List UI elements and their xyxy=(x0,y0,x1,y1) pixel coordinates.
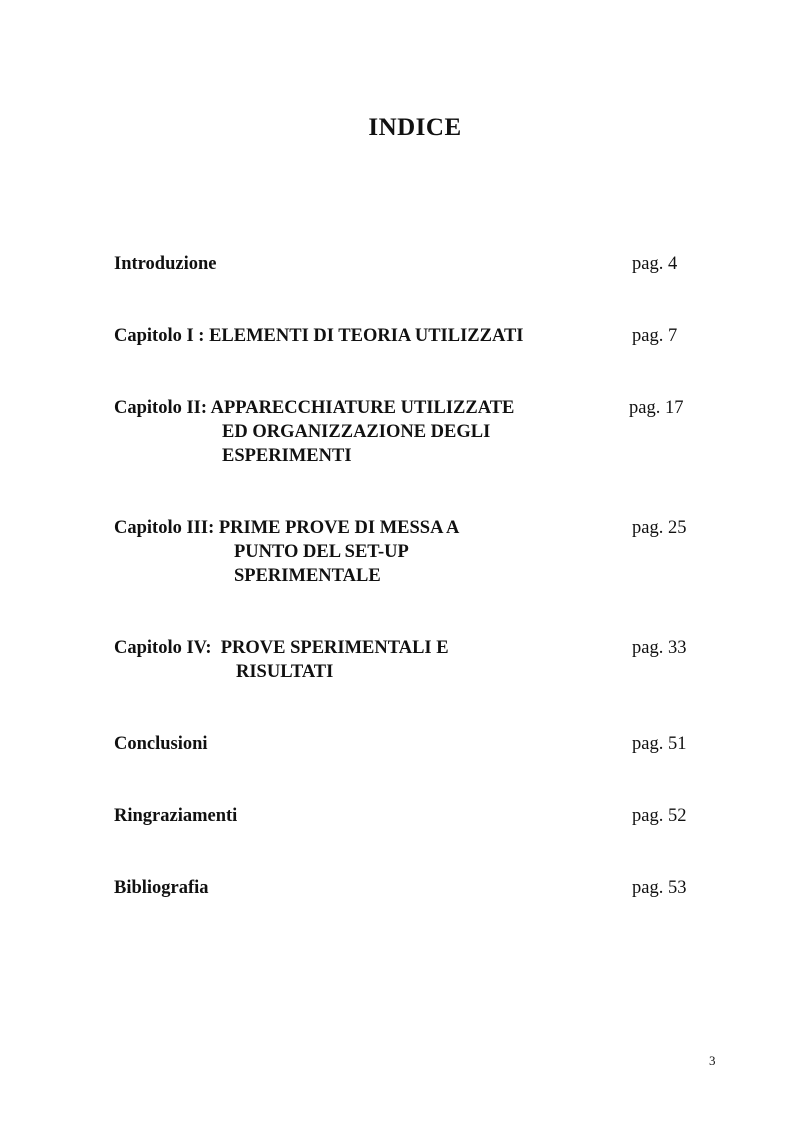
toc-entry-capitolo-4[interactable] xyxy=(114,636,714,684)
toc-entry-label: Capitolo II: APPARECCHIATURE UTILIZZATE xyxy=(114,398,515,418)
toc-entry-bibliografia[interactable] xyxy=(114,876,714,900)
toc-entry-label: Ringraziamenti xyxy=(114,806,238,826)
toc-entry-label: Conclusioni xyxy=(114,734,208,754)
toc-entry-capitolo-1[interactable] xyxy=(114,324,714,348)
toc-entry-page: pag. 52 xyxy=(632,806,687,826)
toc-entry-page: pag. 25 xyxy=(632,518,687,538)
toc-entry-label-continued: ESPERIMENTI xyxy=(222,446,352,466)
toc-entry-label-continued: RISULTATI xyxy=(236,662,334,682)
toc-entry-label: Capitolo IV: PROVE SPERIMENTALI E xyxy=(114,638,449,658)
toc-entry-page: pag. 4 xyxy=(632,254,678,274)
toc-entry-capitolo-3[interactable] xyxy=(114,516,714,588)
toc-entry-label-continued: SPERIMENTALE xyxy=(234,566,381,586)
toc-entry-conclusioni[interactable] xyxy=(114,732,714,756)
toc-entry-label-continued: PUNTO DEL SET-UP xyxy=(234,542,409,562)
toc-entry-page: pag. 51 xyxy=(632,734,687,754)
page-title: INDICE xyxy=(368,114,462,141)
toc-entry-ringraziamenti[interactable] xyxy=(114,804,714,828)
toc-entry-introduzione[interactable] xyxy=(114,252,714,276)
toc-entry-label-continued: ED ORGANIZZAZIONE DEGLI xyxy=(222,422,491,442)
toc-entry-label: Bibliografia xyxy=(114,878,209,898)
toc-entry-page: pag. 33 xyxy=(632,638,687,658)
toc-entry-label: Capitolo III: PRIME PROVE DI MESSA A xyxy=(114,518,460,538)
toc-entry-page: pag. 53 xyxy=(632,878,687,898)
page-number: 3 xyxy=(709,1053,716,1068)
toc-entry-capitolo-2[interactable] xyxy=(114,396,714,468)
toc-entry-label: Introduzione xyxy=(114,254,217,274)
toc-entry-page: pag. 17 xyxy=(629,398,684,418)
toc-entry-label: Capitolo I : ELEMENTI DI TEORIA UTILIZZATI xyxy=(114,326,524,346)
toc-entry-page: pag. 7 xyxy=(632,326,678,346)
